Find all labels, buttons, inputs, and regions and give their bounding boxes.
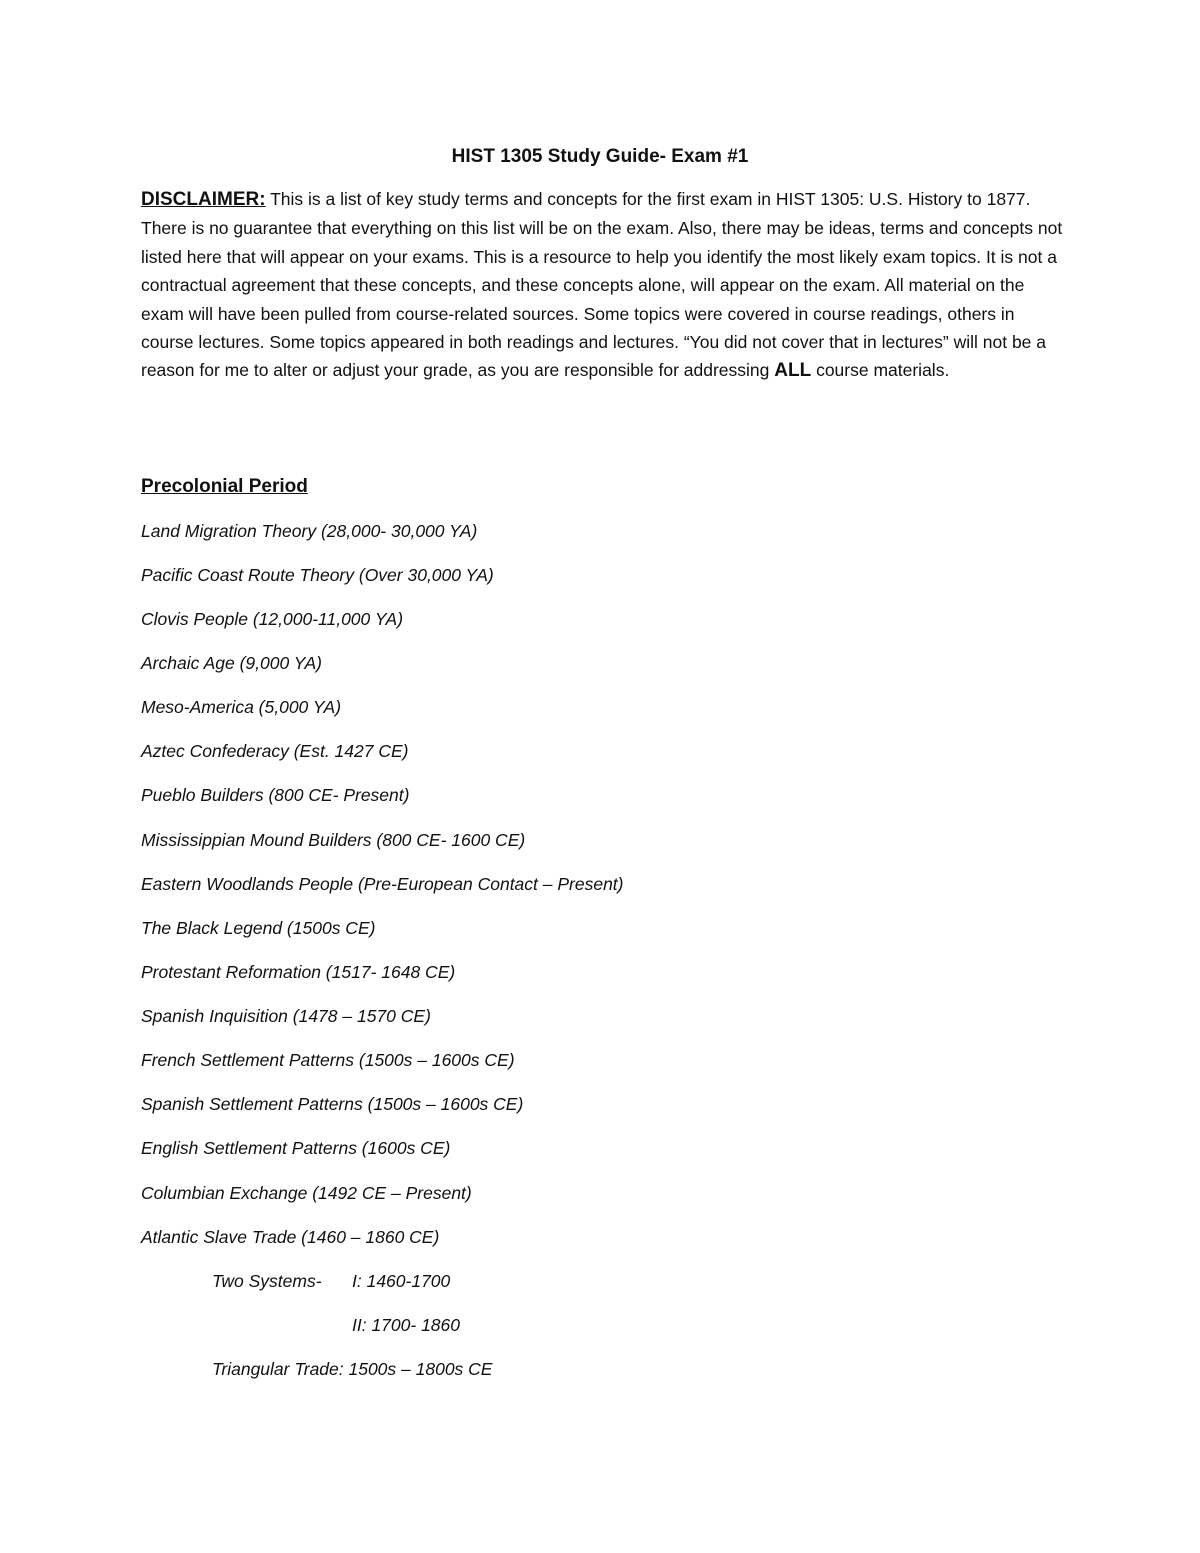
study-term: Eastern Woodlands People (Pre-European Contact – Present) [141, 874, 624, 894]
study-term: Pueblo Builders (800 CE- Present) [141, 785, 410, 805]
study-term: Land Migration Theory (28,000- 30,000 YA) [141, 521, 478, 541]
disclaimer-emphasis: ALL [774, 360, 812, 382]
study-term: Columbian Exchange (1492 CE – Present) [141, 1183, 472, 1203]
study-term: Pacific Coast Route Theory (Over 30,000 YA) [141, 565, 494, 585]
study-term: Aztec Confederacy (Est. 1427 CE) [141, 741, 409, 761]
study-term: Archaic Age (9,000 YA) [141, 653, 322, 673]
study-term: The Black Legend (1500s CE) [141, 918, 376, 938]
two-systems-label: Two Systems- [212, 1271, 322, 1291]
study-term: English Settlement Patterns (1600s CE) [141, 1138, 451, 1158]
section-heading-precolonial: Precolonial Period [141, 476, 308, 497]
study-term: Spanish Inquisition (1478 – 1570 CE) [141, 1006, 431, 1026]
disclaimer-label: DISCLAIMER: [141, 189, 266, 210]
document-title: HIST 1305 Study Guide- Exam #1 [451, 146, 749, 167]
disclaimer-text: This is a list of key study terms and concepts for the first exam in HIST 1305: U.S. History to 1877. There is no guarantee that everything on this list will be on the exam. Also, there may be ideas, terms and concepts not listed here that will appear on your exams. This is a resource to help you identify the most likely exam topics. It is not a contractual agreement that these concepts, and these concepts alone, will appear on the exam. All material on the exam will have been pulled from course-related sources. Some topics were covered in course readings, others in course lectures. Some topics appeared in both readings and lectures. “You did not cover that in lectures” will not be a reason for me to alter or adjust your grade, as you are responsible for addressing [141, 189, 1063, 381]
system-two-dates: II: 1700- 1860 [352, 1315, 460, 1335]
study-term: Clovis People (12,000-11,000 YA) [141, 609, 404, 629]
study-term: Spanish Settlement Patterns (1500s – 1600s CE) [141, 1094, 524, 1114]
disclaimer-text-end: course materials. [811, 360, 950, 381]
system-one-dates: I: 1460-1700 [352, 1271, 451, 1291]
study-term: Atlantic Slave Trade (1460 – 1860 CE) [141, 1227, 440, 1247]
study-term: French Settlement Patterns (1500s – 1600s CE) [141, 1050, 515, 1070]
study-term: Mississippian Mound Builders (800 CE- 1600 CE) [141, 830, 526, 850]
study-term: Protestant Reformation (1517- 1648 CE) [141, 962, 456, 982]
disclaimer-paragraph [141, 185, 1063, 386]
triangular-trade-term: Triangular Trade: 1500s – 1800s CE [212, 1359, 493, 1379]
study-term: Meso-America (5,000 YA) [141, 697, 342, 717]
